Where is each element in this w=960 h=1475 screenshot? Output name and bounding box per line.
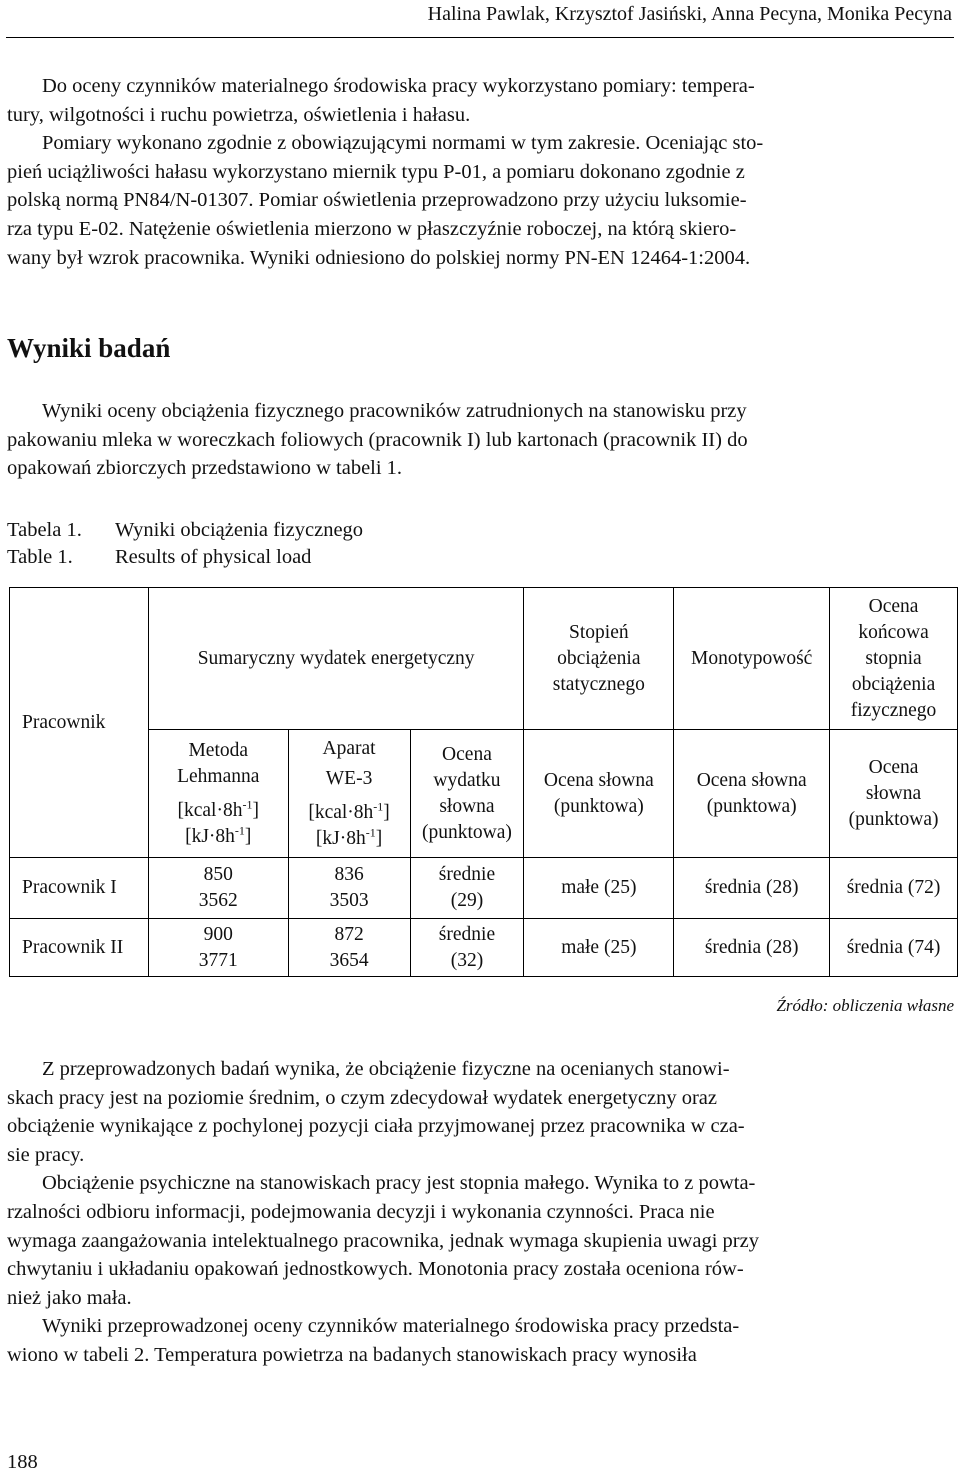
unit-kj xyxy=(291,826,408,852)
header-line: fizycznego xyxy=(850,699,937,721)
conclusion-paragraph xyxy=(7,1055,954,1370)
table-caption-pl xyxy=(7,516,363,544)
header-lehmann xyxy=(148,730,288,858)
cell-lehmann xyxy=(148,919,288,977)
table-row xyxy=(10,919,958,977)
table-source-note: Źródło: obliczenia własne xyxy=(776,996,954,1015)
header-line: Ocena xyxy=(868,595,919,617)
table-header-row xyxy=(10,588,958,730)
header-rule xyxy=(6,37,954,38)
header-line: Lehmanna xyxy=(177,765,260,787)
header-line: Ocena xyxy=(442,743,492,765)
header-line: statycznego xyxy=(552,673,645,695)
header-line: Stopień xyxy=(569,621,629,643)
text-line: rzalności odbioru informacji, podejmowania decyzji i wykonania czynności. Praca nie xyxy=(7,1200,715,1223)
text-line: nież jako mała. xyxy=(7,1286,132,1309)
cell-value-kj: 3771 xyxy=(198,949,238,971)
cell-worker: Pracownik I xyxy=(10,858,149,919)
table-title: Results of physical load xyxy=(115,546,312,568)
cell-worker: Pracownik II xyxy=(10,919,149,977)
header-energy-total: Sumaryczny wydatek energetyczny xyxy=(148,588,524,730)
cell-value-kcal: 900 xyxy=(203,923,233,945)
header-apparatus xyxy=(288,730,410,858)
cell-final-grade: średnia (74) xyxy=(830,919,958,977)
header-final-grade xyxy=(830,588,958,730)
cell-value-kcal: 850 xyxy=(203,864,233,885)
header-line: Ocena xyxy=(868,756,919,778)
text-line: sie pracy. xyxy=(7,1143,85,1166)
header-final-verbal xyxy=(830,730,958,858)
text-line: chwytaniu i układaniu opakowań jednostkowych. Monotonia pracy została oceniona rów- xyxy=(7,1258,744,1281)
unit-text: [kcal·8h xyxy=(308,801,374,823)
text-line: Wyniki przeprowadzonej oceny czynników materialnego środowiska pracy przedsta- xyxy=(42,1315,740,1338)
unit-bracket: ] xyxy=(375,827,383,849)
results-table xyxy=(9,587,958,977)
header-line: końcowa xyxy=(858,621,929,643)
table-number: Table 1. xyxy=(7,546,73,568)
cell-grade-points: (32) xyxy=(450,949,484,971)
text-line: Obciążenie psychiczne na stanowiskach pracy jest stopnia małego. Wynika to z powta- xyxy=(42,1172,756,1195)
text-line: wymaga zaangażowania intelektualnego pracownika, jednak wymaga skupienia uwagi przy xyxy=(7,1229,759,1252)
text-line: tury, wilgotności i ruchu powietrza, oświetlenia i hałasu. xyxy=(7,103,471,126)
cell-apparatus xyxy=(288,919,410,977)
header-line: Aparat xyxy=(322,737,376,759)
text-line: Do oceny czynników materialnego środowiska pracy wykorzystano pomiary: tempera- xyxy=(42,75,755,97)
unit-bracket: ] xyxy=(244,825,252,847)
unit-kj xyxy=(151,824,286,850)
text-line: Pomiary wykonano zgodnie z obowiązującymi normami w tym zakresie. Oceniając sto- xyxy=(42,132,764,155)
cell-static-grade: małe (25) xyxy=(524,858,674,919)
table-row xyxy=(10,858,958,919)
text-line: polską normą PN84/N-01307. Pomiar oświetlenia przeprowadzono przy użyciu luksomie- xyxy=(7,189,747,212)
running-header: Halina Pawlak, Krzysztof Jasiński, Anna Pecyna, Monika Pecyna xyxy=(427,3,952,25)
header-verbal-expenditure xyxy=(410,730,524,858)
header-line: Ocena słowna xyxy=(543,769,654,791)
header-static-verbal xyxy=(524,730,674,858)
table-number: Tabela 1. xyxy=(7,519,82,541)
header-line: słowna xyxy=(865,782,922,804)
cell-monotony-grade: średnia (28) xyxy=(674,858,830,919)
unit-bracket: ] xyxy=(252,799,259,821)
header-line: (punktowa) xyxy=(706,795,797,817)
header-monotony-verbal xyxy=(674,730,830,858)
section-heading: Wyniki badań xyxy=(7,333,171,363)
header-line: WE-3 xyxy=(325,767,373,789)
text-line: opakowań zbiorczych przedstawiono w tabeli 1. xyxy=(7,457,403,480)
text-line: obciążenie wynikające z pochylonej pozycji ciała przyjmowanej przez pracownika w cza- xyxy=(7,1115,745,1138)
unit-exponent: -1 xyxy=(234,823,245,837)
header-monotony: Monotypowość xyxy=(674,588,830,730)
cell-value-kj: 3654 xyxy=(329,949,369,971)
page-number: 188 xyxy=(7,1451,38,1473)
header-static-load xyxy=(524,588,674,730)
header-line: Ocena słowna xyxy=(696,769,807,791)
text-line: skach pracy jest na poziomie średnim, o czym zdecydował wydatek energetyczny oraz xyxy=(7,1086,718,1109)
unit-text: [kJ·8h xyxy=(185,825,235,847)
unit-kcal xyxy=(151,798,286,824)
cell-apparatus xyxy=(288,858,410,919)
cell-expenditure-grade xyxy=(410,858,524,919)
text-line: Z przeprowadzonych badań wynika, że obciążenie fizyczne na ocenianych stanowi- xyxy=(42,1058,730,1080)
cell-grade-points: (29) xyxy=(450,890,484,911)
intro-paragraph xyxy=(7,72,954,272)
cell-grade-word: średnie xyxy=(438,864,496,885)
text-line: rza typu E-02. Natężenie oświetlenia mierzono w płaszczyźnie roboczej, na którą skiero- xyxy=(7,217,737,240)
cell-expenditure-grade xyxy=(410,919,524,977)
header-line: stopnia xyxy=(865,647,922,669)
cell-grade-word: średnie xyxy=(438,923,496,945)
results-paragraph xyxy=(7,397,954,483)
unit-text: [kcal·8h xyxy=(177,799,243,821)
cell-monotony-grade: średnia (28) xyxy=(674,919,830,977)
table-subheader-row xyxy=(10,730,958,858)
cell-value-kcal: 872 xyxy=(334,923,364,945)
unit-exponent: -1 xyxy=(242,797,253,811)
header-line: (punktowa) xyxy=(553,795,644,817)
header-line: obciążenia xyxy=(557,647,641,669)
unit-kcal xyxy=(291,800,408,826)
cell-value-kcal: 836 xyxy=(334,864,364,885)
cell-lehmann xyxy=(148,858,288,919)
header-line: wydatku xyxy=(433,769,501,791)
unit-bracket: ] xyxy=(383,801,390,823)
text-line: pień uciążliwości hałasu wykorzystano miernik typu P-01, a pomiaru dokonano zgodnie z xyxy=(7,160,745,183)
text-line: wany był wzrok pracownika. Wyniki odniesiono do polskiej normy PN-EN 12464-1:2004. xyxy=(7,246,751,269)
table-caption-en xyxy=(7,543,311,571)
unit-exponent: -1 xyxy=(373,799,384,813)
text-line: Wyniki oceny obciążenia fizycznego pracowników zatrudnionych na stanowisku przy xyxy=(42,400,747,422)
unit-exponent: -1 xyxy=(365,825,376,839)
header-line: (punktowa) xyxy=(848,808,939,830)
header-worker: Pracownik xyxy=(10,588,149,858)
header-line: (punktowa) xyxy=(422,821,512,843)
unit-text: [kJ·8h xyxy=(315,827,366,849)
text-line: wiono w tabeli 2. Temperatura powietrza na badanych stanowiskach pracy wynosiła xyxy=(7,1343,697,1366)
cell-static-grade: małe (25) xyxy=(524,919,674,977)
header-line: Metoda xyxy=(188,739,249,761)
cell-final-grade: średnia (72) xyxy=(830,858,958,919)
table-title: Wyniki obciążenia fizycznego xyxy=(115,519,364,541)
header-line: słowna xyxy=(439,795,495,817)
header-line: obciążenia xyxy=(851,673,936,695)
cell-value-kj: 3503 xyxy=(329,890,369,911)
text-line: pakowaniu mleka w woreczkach foliowych (pracownik I) lub kartonach (pracownik II) do xyxy=(7,428,748,451)
cell-value-kj: 3562 xyxy=(198,890,238,911)
